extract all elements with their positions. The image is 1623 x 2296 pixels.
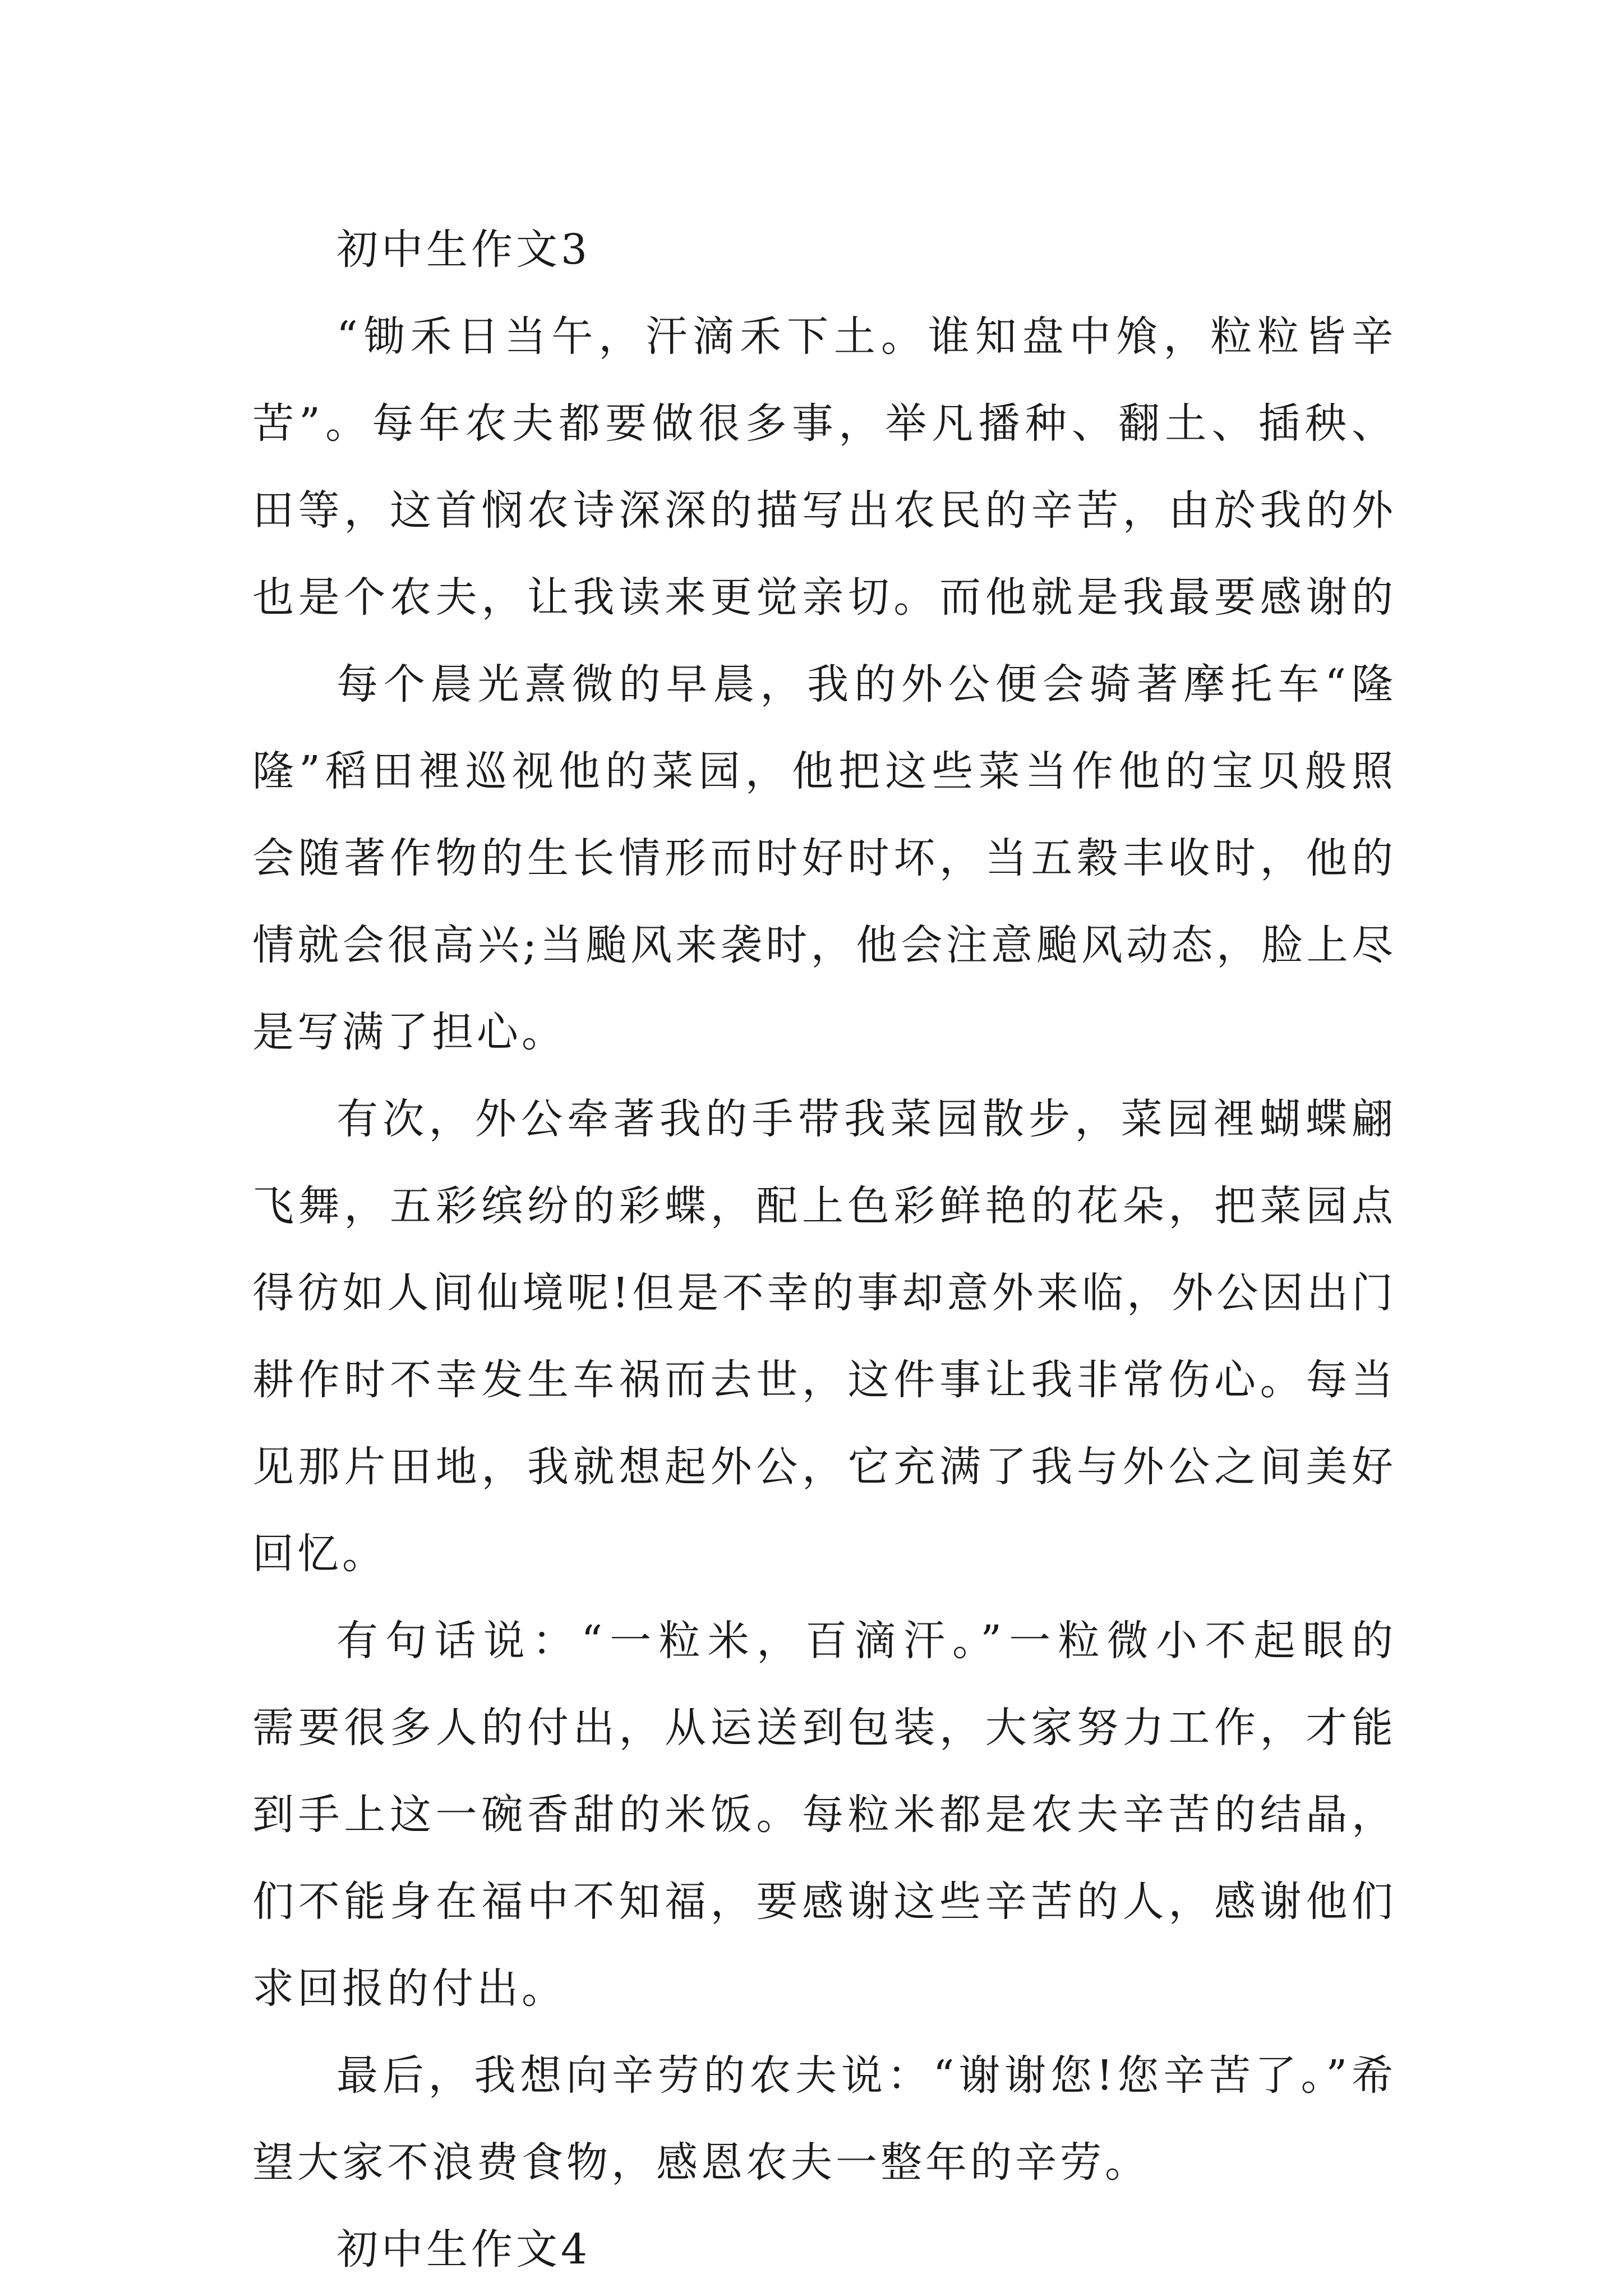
text-line: 有句话说：“一粒米，百滴汗。”一粒微小不起眼的 bbox=[336, 1617, 1396, 1665]
text-line: 飞舞，五彩缤纷的彩蝶，配上色彩鲜艳的花朵，把菜园点 bbox=[252, 1182, 1396, 1230]
text-line: 需要很多人的付出，从运送到包装，大家努力工作，才能 bbox=[252, 1704, 1396, 1752]
text-line: 初中生作文3 bbox=[336, 226, 591, 274]
text-line: 们不能身在福中不知福，要感谢这些辛苦的人，感谢他们 bbox=[252, 1878, 1396, 1926]
text-line: 得彷如人间仙境呢!但是不幸的事却意外来临，外公因出门 bbox=[252, 1269, 1396, 1317]
text-line: 是写满了担心。 bbox=[252, 1008, 566, 1056]
text-line: 见那片田地，我就想起外公，它充满了我与外公之间美好 bbox=[252, 1443, 1396, 1491]
text-line: 也是个农夫，让我读来更觉亲切。而他就是我最要感谢的 bbox=[252, 573, 1396, 622]
text-line: 求回报的付出。 bbox=[252, 1964, 566, 2013]
text-line: 隆”稻田裡巡视他的菜园，他把这些菜当作他的宝贝般照 bbox=[252, 747, 1396, 795]
text-line: 最后，我想向辛劳的农夫说：“谢谢您!您辛苦了。”希 bbox=[336, 2051, 1396, 2100]
text-line: 初中生作文4 bbox=[336, 2225, 591, 2274]
text-line: 情就会很高兴;当颱风来袭时，他会注意颱风动态，脸上尽 bbox=[252, 921, 1396, 969]
text-line: 每个晨光熹微的早晨，我的外公便会骑著摩托车“隆 bbox=[336, 660, 1396, 708]
text-line: 有次，外公牵著我的手带我菜园散步，菜园裡蝴蝶翩 bbox=[336, 1095, 1396, 1143]
text-line: 会随著作物的生长情形而时好时坏，当五穀丰收时，他的 bbox=[252, 834, 1396, 882]
text-line: 耕作时不幸发生车祸而去世，这件事让我非常伤心。每当 bbox=[252, 1356, 1396, 1404]
text-line: “锄禾日当午，汗滴禾下土。谁知盘中飧，粒粒皆辛 bbox=[336, 312, 1396, 361]
text-line: 苦”。每年农夫都要做很多事，举凡播种、翻土、插秧、 bbox=[252, 399, 1396, 448]
text-line: 到手上这一碗香甜的米饭。每粒米都是农夫辛苦的结晶， bbox=[252, 1791, 1396, 1839]
text-line: 望大家不浪费食物，感恩农夫一整年的辛劳。 bbox=[252, 2138, 1150, 2187]
text-line: 田等，这首悯农诗深深的描写出农民的辛苦，由於我的外 bbox=[252, 486, 1396, 535]
text-line: 回忆。 bbox=[252, 1530, 387, 1578]
essay-body bbox=[252, 206, 1396, 2293]
